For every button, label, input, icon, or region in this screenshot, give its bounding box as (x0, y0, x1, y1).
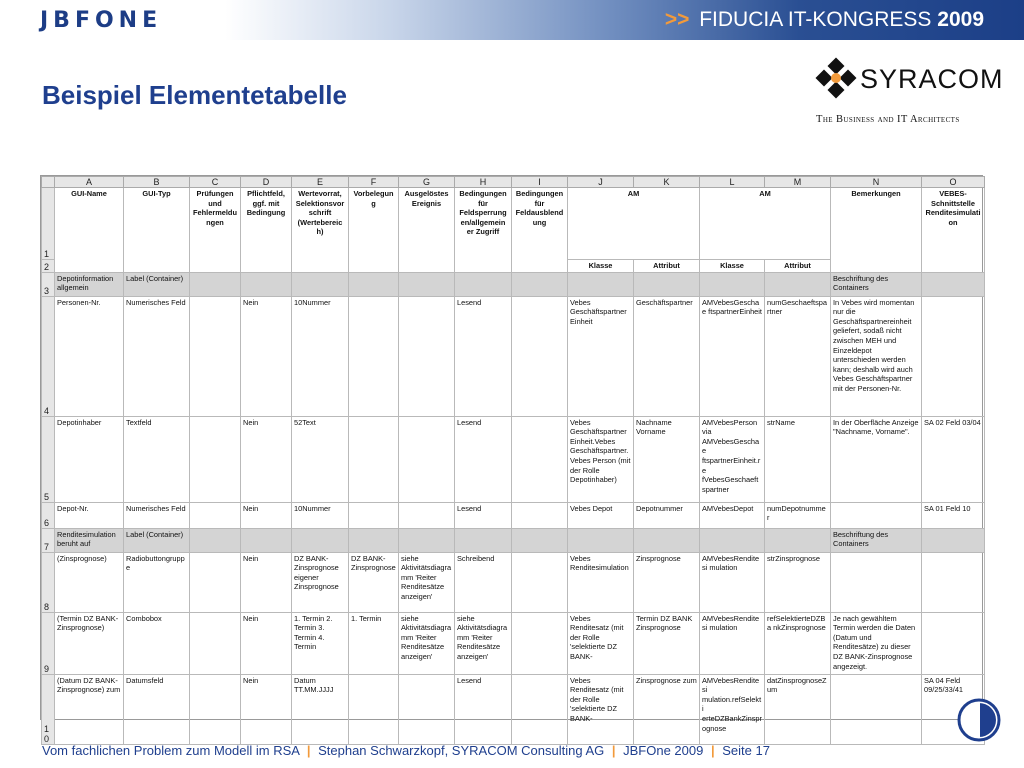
table-cell[interactable]: Schreibend (455, 552, 512, 612)
table-cell[interactable]: DZ BANK-Zinsprognose (349, 552, 399, 612)
footer-separator: | (611, 743, 616, 758)
element-table (41, 176, 985, 745)
table-cell[interactable]: Je nach gewähltem Termin werden die Daten (Datum und Renditesätze) zu dieser DZ BANK-Zinsprognose angezeigt. (831, 612, 922, 674)
table-cell[interactable] (512, 552, 568, 612)
table-cell[interactable]: Datumsfeld (124, 674, 190, 744)
subheader-cell[interactable]: Attribut (634, 260, 700, 273)
table-cell[interactable] (399, 296, 455, 416)
table-cell[interactable]: siehe Aktivitätsdiagra mm 'Reiter Renditesätze anzeigen' (455, 612, 512, 674)
table-cell[interactable] (349, 674, 399, 744)
table-row (42, 528, 985, 552)
table-row (42, 296, 985, 416)
congress-year: 2009 (937, 8, 984, 31)
table-cell[interactable]: (Termin DZ BANK-Zinsprognose) (55, 612, 124, 674)
table-cell[interactable]: strZinsprognose (765, 552, 831, 612)
table-cell[interactable]: Combobox (124, 612, 190, 674)
footer-talk-title: Vom fachlichen Problem zum Modell im RSA (42, 743, 300, 758)
table-cell[interactable] (512, 416, 568, 502)
table-cell[interactable]: Nachname Vorname (634, 416, 700, 502)
footer-speaker: Stephan Schwarzkopf, SYRACOM Consulting AG (318, 743, 605, 758)
table-cell[interactable] (190, 612, 241, 674)
column-header-row (42, 177, 985, 188)
table-cell[interactable] (241, 528, 292, 552)
table-cell[interactable]: AMVebesGeschae ftspartnerEinheit (700, 296, 765, 416)
column-header[interactable]: L (700, 177, 765, 188)
table-cell[interactable]: Nein (241, 552, 292, 612)
table-row (42, 416, 985, 502)
table-cell[interactable] (568, 528, 634, 552)
table-cell[interactable]: Vebes Depot (568, 502, 634, 528)
table-cell[interactable] (399, 674, 455, 744)
table-cell[interactable] (349, 416, 399, 502)
table-cell[interactable] (190, 272, 241, 296)
table-cell[interactable] (292, 272, 349, 296)
column-header[interactable]: I (512, 177, 568, 188)
footer-page-number: Seite 17 (722, 743, 770, 758)
table-cell[interactable] (634, 528, 700, 552)
header-cell[interactable]: Prüfungen und Fehlermeldu ngen (190, 188, 241, 273)
table-row (42, 272, 985, 296)
column-header[interactable]: O (922, 177, 985, 188)
footer-event: JBFOne 2009 (623, 743, 704, 758)
table-cell[interactable]: 1. Termin 2. Termin 3. Termin 4. Termin (292, 612, 349, 674)
table-cell[interactable] (190, 674, 241, 744)
header-cell[interactable]: VEBES-Schnittstelle Renditesimulati on (922, 188, 985, 273)
row-number[interactable]: 2 (42, 260, 55, 273)
half-circle-logo-icon (956, 697, 1002, 743)
table-cell[interactable] (831, 552, 922, 612)
table-cell[interactable]: Nein (241, 296, 292, 416)
table-cell[interactable]: Numerisches Feld (124, 502, 190, 528)
table-cell[interactable]: Lesend (455, 296, 512, 416)
table-cell[interactable]: 10Nummer (292, 296, 349, 416)
table-cell[interactable]: Textfeld (124, 416, 190, 502)
column-header[interactable]: B (124, 177, 190, 188)
header-cell[interactable]: Bedingungen für Feldausblend ung (512, 188, 568, 273)
header-cell[interactable]: GUI-Name (55, 188, 124, 273)
subheader-cell[interactable]: Attribut (765, 260, 831, 273)
table-cell[interactable] (190, 552, 241, 612)
header-cell[interactable]: Bedingungen für Feldsperrung en/allgemein er Zugriff (455, 188, 512, 273)
table-header-row (42, 188, 985, 260)
table-cell[interactable] (190, 296, 241, 416)
table-cell[interactable]: Personen-Nr. (55, 296, 124, 416)
header-cell[interactable]: GUI-Typ (124, 188, 190, 273)
congress-banner (665, 8, 984, 32)
table-cell[interactable] (568, 272, 634, 296)
table-cell[interactable]: Depotnummer (634, 502, 700, 528)
table-cell[interactable]: numGeschaeftspa rtner (765, 296, 831, 416)
table-cell[interactable]: Geschäftspartner (634, 296, 700, 416)
column-header[interactable]: E (292, 177, 349, 188)
table-cell[interactable] (455, 528, 512, 552)
table-cell[interactable] (922, 552, 985, 612)
column-header[interactable]: G (399, 177, 455, 188)
footer (42, 743, 770, 758)
table-cell[interactable]: Label (Container) (124, 528, 190, 552)
header-cell[interactable]: Bemerkungen (831, 188, 922, 273)
table-cell[interactable]: AMVebesPerson via AMVebesGeschae ftspartnerEinheit.re fVebesGeschaeft spartner (700, 416, 765, 502)
table-cell[interactable] (349, 296, 399, 416)
table-cell[interactable] (455, 272, 512, 296)
table-cell[interactable]: Vebes Geschäftspartner Einheit.Vebes Geschäftspartner. Vebes Person (mit der Rolle Depotinhaber) (568, 416, 634, 502)
row-number[interactable]: 1 (42, 188, 55, 260)
table-row (42, 674, 985, 744)
table-cell[interactable]: 52Text (292, 416, 349, 502)
header-cell[interactable]: Wertevorrat, Selektionsvor schrift (Wertebereic h) (292, 188, 349, 273)
table-cell[interactable]: Vebes Geschäftspartner Einheit (568, 296, 634, 416)
table-cell[interactable]: AMVebesDepot (700, 502, 765, 528)
table-cell[interactable]: Zinsprognose (634, 552, 700, 612)
table-cell[interactable] (190, 528, 241, 552)
table-cell[interactable] (399, 416, 455, 502)
table-cell[interactable] (922, 528, 985, 552)
table-cell[interactable]: Beschriftung des Containers (831, 272, 922, 296)
column-header[interactable]: A (55, 177, 124, 188)
table-cell[interactable]: SA 01 Feld 10 (922, 502, 985, 528)
jbfone-logo (40, 9, 162, 31)
row-number[interactable]: 6 (42, 502, 55, 528)
header-cell[interactable]: Vorbelegun g (349, 188, 399, 273)
table-cell[interactable] (399, 272, 455, 296)
column-header[interactable]: C (190, 177, 241, 188)
table-cell[interactable]: In der Oberfläche Anzeige "Nachname, Vorname". (831, 416, 922, 502)
table-cell[interactable] (512, 612, 568, 674)
row-number[interactable]: 4 (42, 296, 55, 416)
column-header[interactable]: H (455, 177, 512, 188)
table-cell[interactable] (512, 272, 568, 296)
column-header[interactable]: D (241, 177, 292, 188)
table-cell[interactable] (512, 674, 568, 744)
table-row (42, 552, 985, 612)
table-cell[interactable]: datZinsprognoseZ um (765, 674, 831, 744)
table-cell[interactable] (349, 528, 399, 552)
header-cell[interactable]: AM (568, 188, 700, 260)
table-cell[interactable] (399, 502, 455, 528)
table-cell[interactable]: Datum TT.MM.JJJJ (292, 674, 349, 744)
table-cell[interactable]: SA 02 Feld 03/04 (922, 416, 985, 502)
table-cell[interactable]: Depotinhaber (55, 416, 124, 502)
table-cell[interactable]: 10Nummer (292, 502, 349, 528)
table-cell[interactable] (700, 272, 765, 296)
table-cell[interactable] (512, 296, 568, 416)
table-cell[interactable]: AMVebesRenditesi mulation (700, 612, 765, 674)
table-cell[interactable]: 1. Termin (349, 612, 399, 674)
header-cell[interactable]: Pflichtfeld, ggf. mit Bedingung (241, 188, 292, 273)
row-number[interactable]: 8 (42, 552, 55, 612)
table-cell[interactable] (349, 502, 399, 528)
table-cell[interactable] (399, 528, 455, 552)
table-cell[interactable] (292, 528, 349, 552)
table-cell[interactable] (349, 272, 399, 296)
footer-separator: | (710, 743, 715, 758)
table-cell[interactable]: Lesend (455, 502, 512, 528)
table-cell[interactable]: strName (765, 416, 831, 502)
table-cell[interactable]: Zinsprognose zum (634, 674, 700, 744)
table-cell[interactable] (241, 272, 292, 296)
table-cell[interactable] (922, 272, 985, 296)
header-cell[interactable]: AM (700, 188, 831, 260)
table-cell[interactable]: (Datum DZ BANK-Zinsprognose) zum (55, 674, 124, 744)
table-cell[interactable]: Termin DZ BANK Zinsprognose (634, 612, 700, 674)
table-cell[interactable]: numDepotnummer (765, 502, 831, 528)
table-cell[interactable] (765, 528, 831, 552)
syracom-logo (816, 58, 1004, 128)
table-cell[interactable]: DZ BANK-Zinsprognose eigener Zinsprognose (292, 552, 349, 612)
row-number[interactable]: 9 (42, 612, 55, 674)
table-row (42, 502, 985, 528)
table-cell[interactable]: siehe Aktivitätsdiagra mm 'Reiter Renditesätze anzeigen' (399, 552, 455, 612)
row-number[interactable]: 10 (42, 674, 55, 744)
table-cell[interactable] (922, 296, 985, 416)
column-header[interactable]: J (568, 177, 634, 188)
footer-separator: | (306, 743, 311, 758)
table-cell[interactable]: Depotinformation allgemein (55, 272, 124, 296)
table-cell[interactable]: Renditesimulation beruht auf (55, 528, 124, 552)
table-cell[interactable] (922, 612, 985, 674)
column-header[interactable]: F (349, 177, 399, 188)
table-cell[interactable]: Vebes Renditesatz (mit der Rolle 'selektierte DZ BANK- (568, 612, 634, 674)
table-cell[interactable]: Vebes Renditesatz (mit der Rolle 'selektierte DZ BANK- (568, 674, 634, 744)
column-header[interactable]: N (831, 177, 922, 188)
table-cell[interactable]: Nein (241, 416, 292, 502)
table-cell[interactable] (190, 416, 241, 502)
table-cell[interactable] (831, 674, 922, 744)
table-cell[interactable]: refSelektierteDZBa nkZinsprognose (765, 612, 831, 674)
spreadsheet[interactable] (40, 175, 983, 744)
row-number[interactable]: 7 (42, 528, 55, 552)
table-cell[interactable]: AMVebesRenditesi mulation.refSelekti erteDZBankZinspr ognose (700, 674, 765, 744)
table-cell[interactable]: Vebes Renditesimulation (568, 552, 634, 612)
page-title: Beispiel Elementetabelle (42, 80, 347, 110)
table-cell[interactable]: SA 04 Feld 09/25/33/41 (922, 674, 985, 744)
table-cell[interactable] (190, 502, 241, 528)
row-number[interactable]: 3 (42, 272, 55, 296)
column-header[interactable]: K (634, 177, 700, 188)
table-cell[interactable]: Lesend (455, 416, 512, 502)
table-cell[interactable] (512, 528, 568, 552)
chevron-icon: >> (664, 8, 690, 31)
syracom-name: SYRACOM (860, 64, 1004, 94)
table-cell[interactable]: Numerisches Feld (124, 296, 190, 416)
table-cell[interactable] (831, 502, 922, 528)
table-cell[interactable]: Nein (241, 502, 292, 528)
table-cell[interactable]: Nein (241, 612, 292, 674)
table-cell[interactable]: Radiobuttongruppe (124, 552, 190, 612)
table-cell[interactable]: Lesend (455, 674, 512, 744)
table-cell[interactable]: siehe Aktivitätsdiagra mm 'Reiter Renditesätze anzeigen' (399, 612, 455, 674)
table-row (42, 612, 985, 674)
table-cell[interactable]: Depot-Nr. (55, 502, 124, 528)
table-cell[interactable] (700, 528, 765, 552)
column-header[interactable]: M (765, 177, 831, 188)
header-cell[interactable]: Ausgelöstes Ereignis (399, 188, 455, 273)
syracom-mark-icon (816, 58, 856, 98)
syracom-tagline: The Business and IT Architects (816, 114, 960, 125)
table-cell[interactable]: In Vebes wird momentan nur die Geschäftspartnereinheit geliefert, sodaß nicht zwischen MEH und Einzeldepot unterschieden werden kann; deshalb wird auch Vebes Geschäftspartner mit der Personen-Nr. (831, 296, 922, 416)
subheader-cell[interactable]: Klasse (700, 260, 765, 273)
table-cell[interactable]: Beschriftung des Containers (831, 528, 922, 552)
table-cell[interactable] (765, 272, 831, 296)
subheader-cell[interactable]: Klasse (568, 260, 634, 273)
header-bar (0, 0, 1024, 40)
table-cell[interactable]: (Zinsprognose) (55, 552, 124, 612)
table-cell[interactable]: AMVebesRenditesi mulation (700, 552, 765, 612)
congress-label: FIDUCIA IT-KONGRESS (699, 8, 932, 31)
column-header[interactable] (42, 177, 55, 188)
jbfone-logo-text: JBFONE (40, 7, 163, 33)
table-cell[interactable] (512, 502, 568, 528)
table-cell[interactable]: Nein (241, 674, 292, 744)
table-cell[interactable]: Label (Container) (124, 272, 190, 296)
row-number[interactable]: 5 (42, 416, 55, 502)
table-cell[interactable] (634, 272, 700, 296)
